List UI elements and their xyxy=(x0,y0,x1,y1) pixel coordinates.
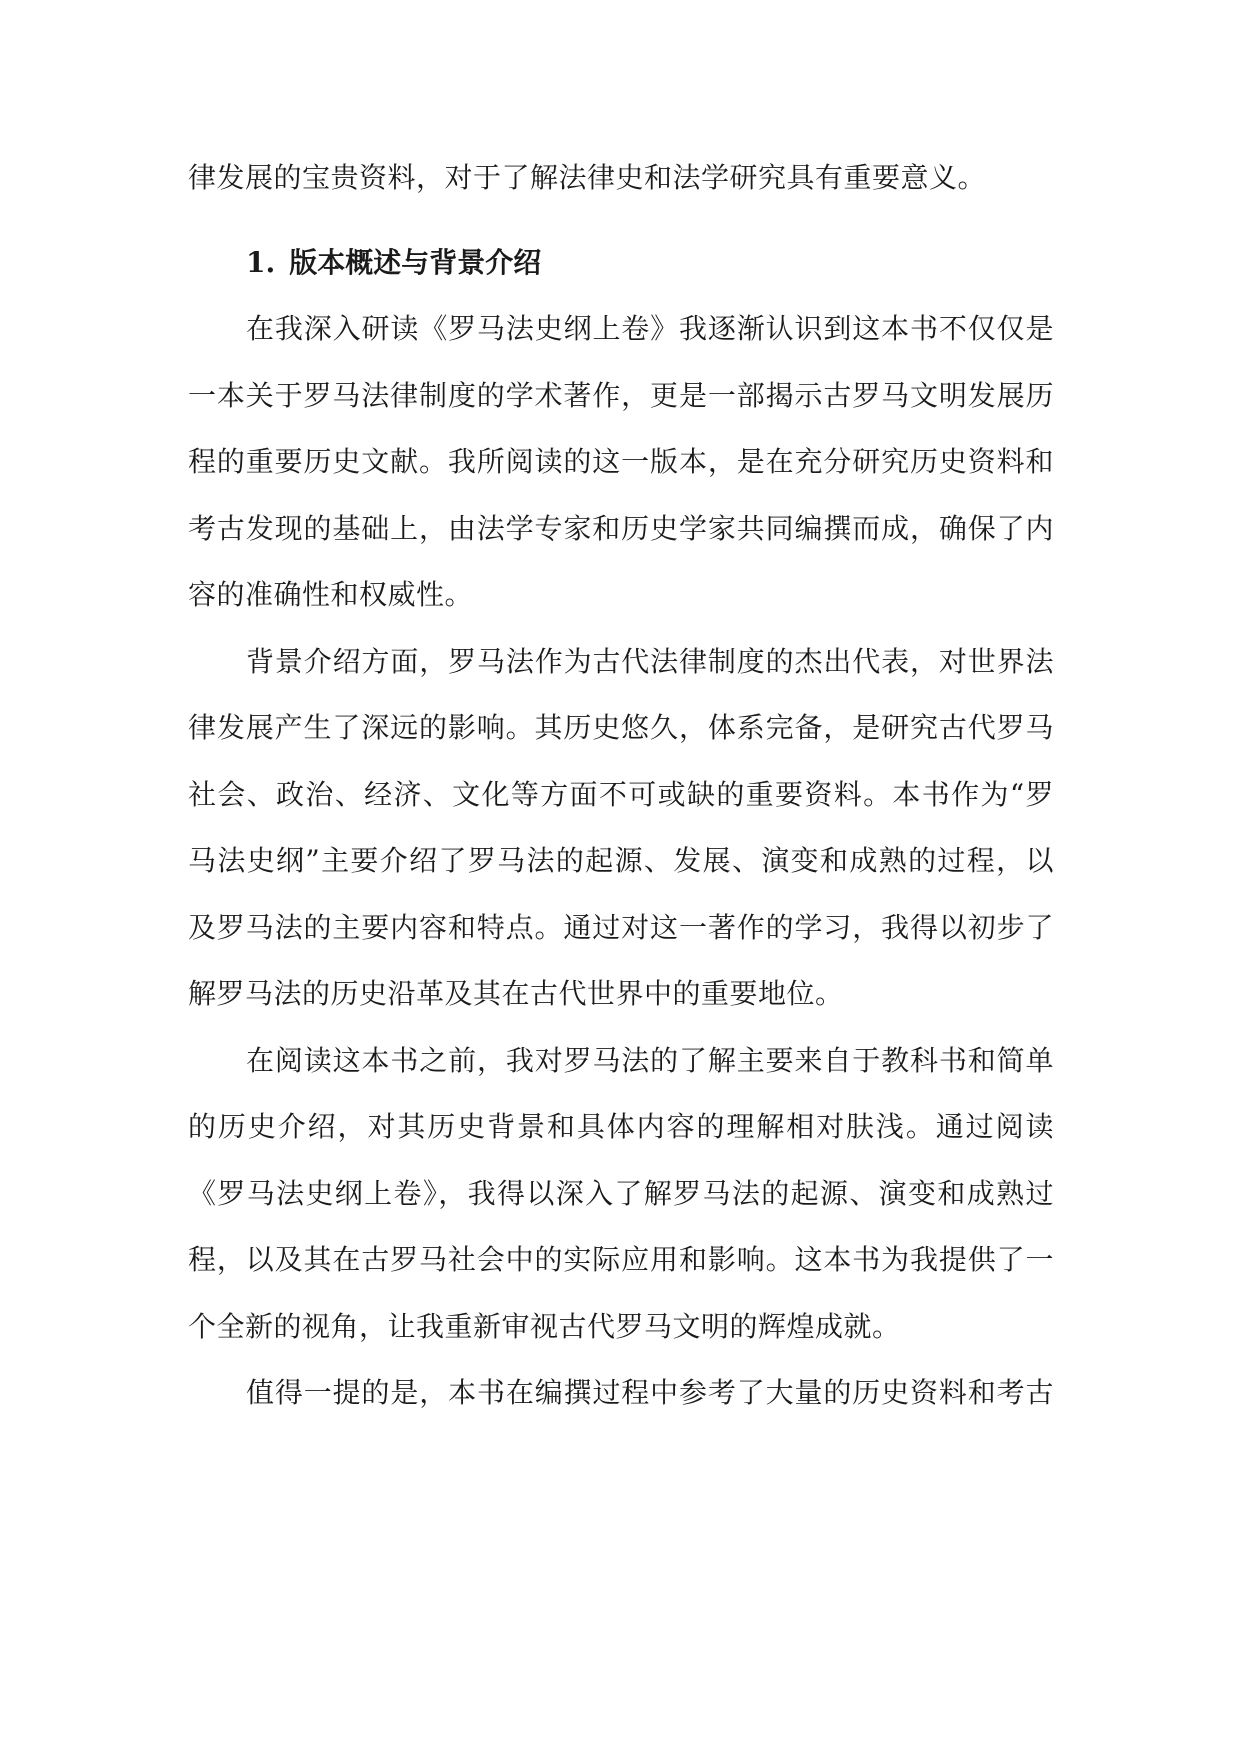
paragraph-line: 程，以及其在古罗马社会中的实际应用和影响。这本书为我提供了一 xyxy=(188,1243,1054,1276)
paragraph-line: 个全新的视角，让我重新审视古代罗马文明的辉煌成就。 xyxy=(188,1309,901,1343)
paragraph-line: 值得一提的是，本书在编撰过程中参考了大量的历史资料和考古 xyxy=(246,1376,1054,1409)
paragraph-1 xyxy=(188,296,1054,629)
paragraph-4 xyxy=(188,1360,1054,1427)
section-heading xyxy=(188,230,1054,297)
paragraph-2 xyxy=(188,629,1054,1028)
paragraph-line: 一本关于罗马法律制度的学术著作，更是一部揭示古罗马文明发展历 xyxy=(188,378,1054,412)
paragraph-line: 背景介绍方面，罗马法作为古代法律制度的杰出代表，对世界法 xyxy=(246,644,1054,678)
paragraph-line: 容的准确性和权威性。 xyxy=(188,578,474,611)
paragraph-3 xyxy=(188,1028,1054,1361)
intro-line: 律发展的宝贵资料，对于了解法律史和法学研究具有重要意义。 xyxy=(188,161,987,194)
paragraph-line: 的历史介绍，对其历史背景和具体内容的理解相对肤浅。通过阅读 xyxy=(188,1110,1054,1143)
paragraph-line: 社会、政治、经济、文化等方面不可或缺的重要资料。本书作为“罗 xyxy=(188,777,1054,811)
paragraph-line: 程的重要历史文献。我所阅读的这一版本，是在充分研究历史资料和 xyxy=(188,445,1054,478)
paragraph-line: 在我深入研读《罗马法史纲上卷》我逐渐认识到这本书不仅仅是 xyxy=(246,312,1054,345)
paragraph-line: 马法史纲”主要介绍了罗马法的起源、发展、演变和成熟的过程，以 xyxy=(188,844,1054,877)
paragraph-line: 及罗马法的主要内容和特点。通过对这一著作的学习，我得以初步了 xyxy=(188,910,1054,944)
paragraph-line: 《罗马法史纲上卷》，我得以深入了解罗马法的起源、演变和成熟过 xyxy=(188,1176,1054,1210)
section-number: 1. xyxy=(246,245,276,279)
document-page xyxy=(188,145,1054,1427)
paragraph-line: 解罗马法的历史沿革及其在古代世界中的重要地位。 xyxy=(188,977,844,1010)
section-title: 版本概述与背景介绍 xyxy=(289,245,542,279)
paragraph-line: 考古发现的基础上，由法学专家和历史学家共同编撰而成，确保了内 xyxy=(188,511,1054,545)
paragraph-line: 律发展产生了深远的影响。其历史悠久，体系完备，是研究古代罗马 xyxy=(188,711,1054,744)
paragraph-line: 在阅读这本书之前，我对罗马法的了解主要来自于教科书和简单 xyxy=(246,1043,1054,1077)
